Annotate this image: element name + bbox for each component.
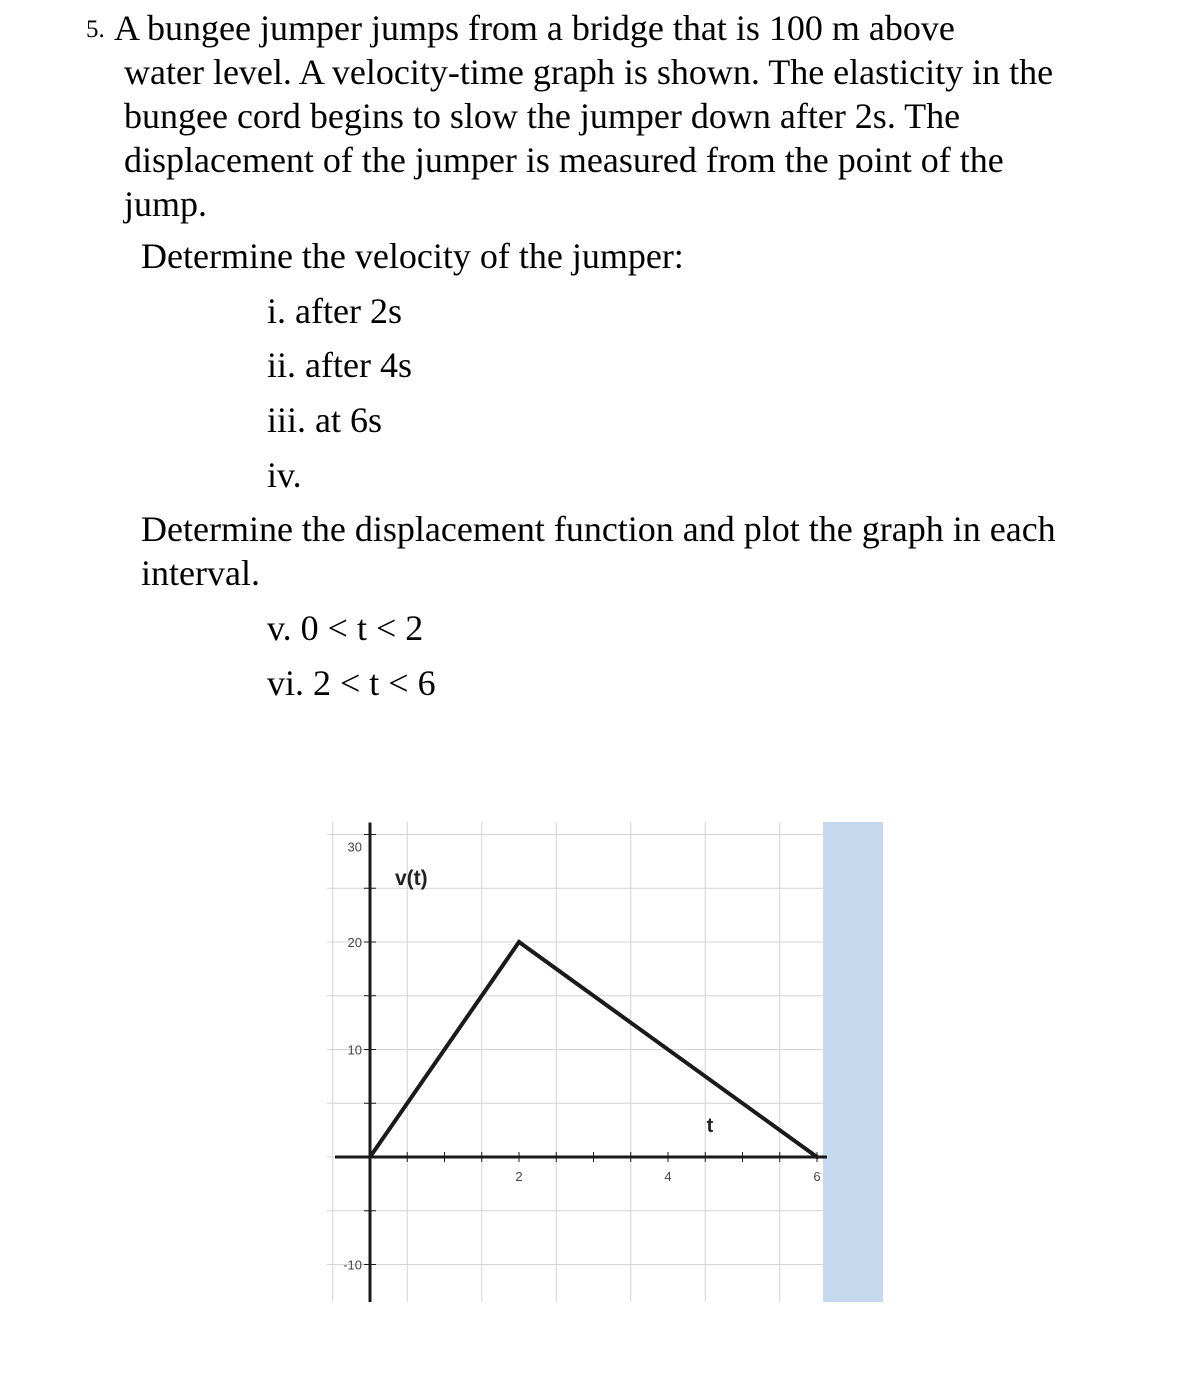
velocity-time-graph [327,822,883,1302]
data-point [368,1155,372,1159]
x-tick-label: 2 [515,1169,523,1184]
data-point [815,1155,819,1159]
velocity-item-i: i. after 2s [267,291,402,331]
y-axis-label: v(t) [395,867,428,890]
x-axis-label: t [706,1115,714,1137]
velocity-item-ii: ii. after 4s [267,345,412,385]
interval-item-v: v. 0 < t < 2 [267,608,424,648]
x-tick-label: 4 [664,1169,672,1184]
chart-svg [327,822,883,1302]
problem-number: 5. [86,16,105,43]
displacement-prompt: Determine the displacement function and plot the graph in each interval. [141,509,1056,593]
interval-item-vi: vi. 2 < t < 6 [267,663,436,703]
velocity-prompt: Determine the velocity of the jumper: [141,236,684,276]
x-tick-label: 6 [813,1169,821,1184]
problem-text-line1: A bungee jumper jumps from a bridge that is 100 m above [114,8,955,48]
data-point [517,940,521,944]
velocity-item-iii: iii. at 6s [267,400,382,440]
y-tick-label: -10 [343,1257,362,1273]
side-panel [823,822,883,1302]
problem-text-body: water level. A velocity-time graph is shown. The elasticity in the bungee cord begins to slow the jumper down after 2s. The displacement of the jumper is measured from the point of the jump. [124,52,1054,224]
y-tick-label: 10 [347,1042,362,1058]
velocity-item-iv: iv. [267,455,302,495]
y-tick-label: 20 [347,935,362,950]
y-tick-label: 30 [347,839,362,855]
problem-statement [86,6,1084,226]
plot-background [327,822,883,1302]
